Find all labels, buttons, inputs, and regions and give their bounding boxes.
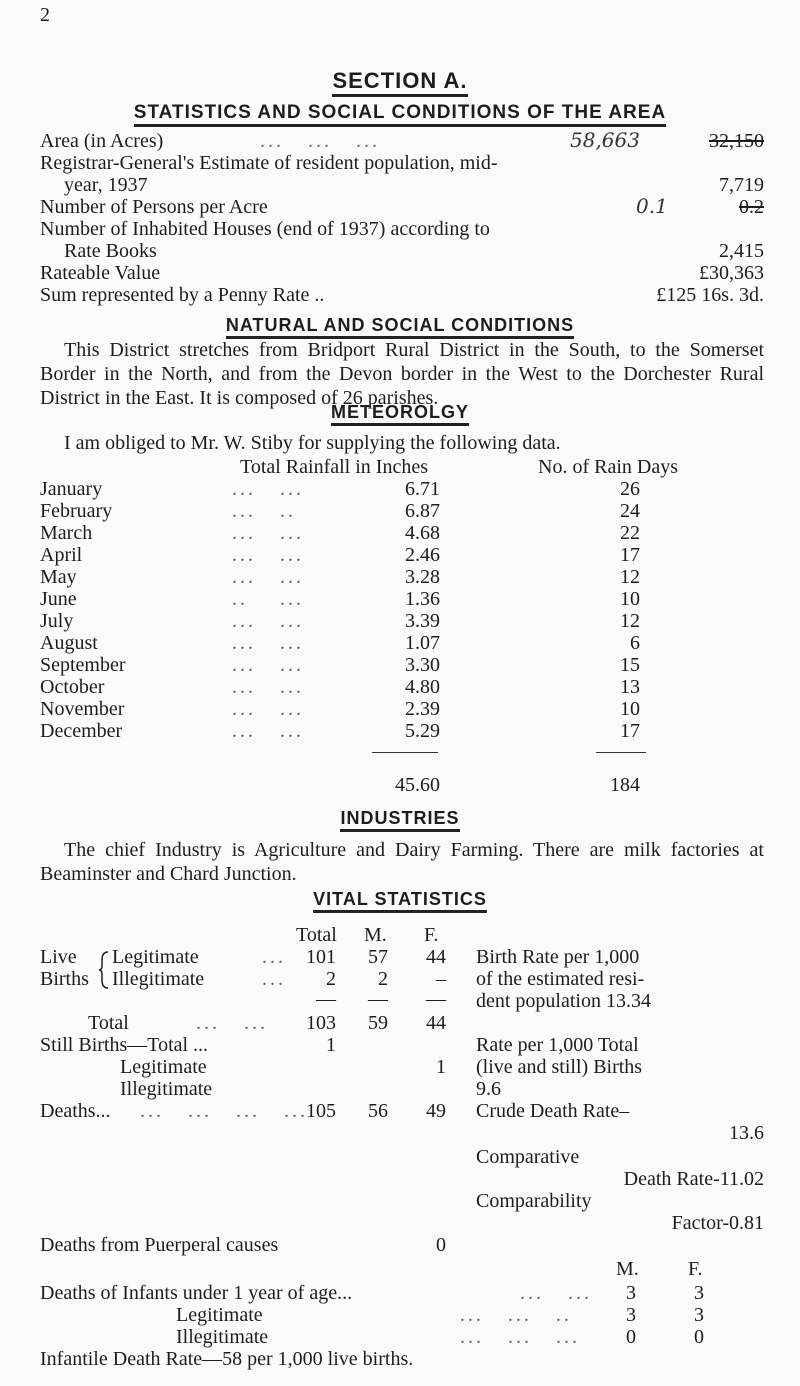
rain-days-total: 184 [610, 774, 640, 796]
rain-days-value: 10 [620, 588, 640, 610]
rain-days-value: 10 [620, 698, 640, 720]
col-m-header: M. [364, 924, 387, 946]
rainfall-value: 6.71 [405, 478, 440, 500]
col-f-header: F. [424, 924, 439, 946]
illegitimate-m: 2 [378, 968, 388, 990]
births-label: Births [40, 968, 89, 990]
persons-handwritten-value: 0.1 [636, 194, 668, 218]
rateable-label: Rateable Value [40, 262, 161, 284]
rainfall-value: 5.29 [405, 720, 440, 742]
deaths-m: 56 [368, 1100, 388, 1122]
rain-days-value: 22 [620, 522, 640, 544]
rainfall-value: 6.87 [405, 500, 440, 522]
meteorology-title: METEOROLGY [0, 402, 800, 423]
month-label: November [40, 698, 125, 720]
month-label: March [40, 522, 93, 544]
penny-rate-value: £125 16s. 3d. [656, 284, 764, 306]
table-row [0, 588, 800, 610]
table-row [0, 676, 800, 698]
infants-legitimate-f: 3 [694, 1304, 704, 1326]
deaths-total: 105 [306, 1100, 336, 1122]
still-illegitimate-label: Illegitimate [120, 1078, 213, 1100]
month-label: February [40, 500, 113, 522]
total-rule [596, 752, 646, 753]
leader-dots: ... ... ... ... [140, 1100, 308, 1122]
puerperal-label: Deaths from Puerperal causes [40, 1234, 279, 1256]
leader-dots: ... ... [520, 1282, 592, 1304]
leader-dots: ... ... ... [260, 130, 380, 152]
rain-days-value: 26 [620, 478, 640, 500]
table-row [0, 632, 800, 654]
meteorology-intro: I am obliged to Mr. W. Stiby for supplying the following data. [64, 432, 561, 454]
infants-illegitimate-label: Illegitimate [176, 1326, 269, 1348]
population-label: Registrar-General's Estimate of resident population, mid- [40, 152, 498, 174]
legitimate-total: 101 [306, 946, 336, 968]
still-legitimate-label: Legitimate [120, 1056, 207, 1078]
total-m: 59 [368, 1012, 388, 1034]
leader-dots: ... ... [196, 1012, 268, 1034]
month-label: December [40, 720, 123, 742]
rain-days-value: 17 [620, 720, 640, 742]
rainfall-value: 2.39 [405, 698, 440, 720]
rain-days-value: 6 [630, 632, 640, 654]
houses-label-cont: Rate Books [64, 240, 157, 262]
rate-total-line-3: 9.6 [476, 1078, 501, 1100]
leader-dots: ... ... [232, 478, 304, 500]
vital-statistics-title: VITAL STATISTICS [0, 889, 800, 910]
month-label: September [40, 654, 126, 676]
illegitimate-total: 2 [326, 968, 336, 990]
crude-death-rate-value: 13.6 [729, 1122, 764, 1144]
leader-dots: ... ... ... [460, 1326, 580, 1348]
dash: — [368, 988, 388, 1010]
deaths-label: Deaths... [40, 1100, 111, 1122]
month-label: January [40, 478, 103, 500]
infants-illegitimate-f: 0 [694, 1326, 704, 1348]
leader-dots: ... .. [232, 500, 296, 522]
legitimate-label: Legitimate [112, 946, 199, 968]
rainfall-value: 1.36 [405, 588, 440, 610]
leader-dots: ... ... [232, 522, 304, 544]
rainfall-value: 1.07 [405, 632, 440, 654]
rain-days-value: 13 [620, 676, 640, 698]
rain-days-value: 15 [620, 654, 640, 676]
infants-illegitimate-m: 0 [626, 1326, 636, 1348]
rainfall-value: 3.30 [405, 654, 440, 676]
houses-label: Number of Inhabited Houses (end of 1937) according to [40, 218, 490, 240]
rainfall-value: 3.28 [405, 566, 440, 588]
persons-per-acre-label: Number of Persons per Acre [40, 196, 268, 218]
live-label: Live [40, 946, 77, 968]
persons-struck-value: 0.2 [739, 196, 764, 218]
industries-paragraph: The chief Industry is Agriculture and Dairy Farming. There are milk factories at Beaminster and Chard Junction. [40, 839, 764, 885]
rate-total-line-2: (live and still) Births [476, 1056, 643, 1078]
table-row [0, 500, 800, 522]
penny-rate-label: Sum represented by a Penny Rate .. [40, 284, 325, 306]
still-legitimate-f: 1 [436, 1056, 446, 1078]
crude-death-rate-label: Crude Death Rate– [476, 1100, 630, 1122]
houses-value: 2,415 [719, 240, 764, 262]
area-label: Area (in Acres) [40, 130, 164, 152]
rainfall-value: 4.68 [405, 522, 440, 544]
area-handwritten-value: 58,663 [570, 128, 640, 152]
month-label: May [40, 566, 77, 588]
month-label: July [40, 610, 74, 632]
comparative-label: Comparative [476, 1146, 580, 1168]
population-value: 7,719 [719, 174, 764, 196]
rain-days-value: 12 [620, 610, 640, 632]
leader-dots: ... ... [232, 698, 304, 720]
rain-days-header: No. of Rain Days [538, 456, 678, 478]
col-total-header: Total [296, 924, 337, 946]
dash: — [316, 988, 336, 1010]
infants-m: 3 [626, 1282, 636, 1304]
rain-days-value: 12 [620, 566, 640, 588]
natural-paragraph: This District stretches from Bridport Rural District in the South, to the Somerset Border in the North, and from the Devon border in the West to the Dorchester Rural District in the East. It is composed of 26 parishes. [40, 339, 764, 409]
rainfall-header: Total Rainfall in Inches [240, 456, 428, 478]
total-total: 103 [306, 1012, 336, 1034]
infants-m-header: M. [616, 1258, 639, 1280]
page-number: 2 [40, 4, 50, 26]
month-label: April [40, 544, 83, 566]
month-label: August [40, 632, 98, 654]
total-label: Total [88, 1012, 129, 1034]
legitimate-f: 44 [426, 946, 446, 968]
rate-total-line-1: Rate per 1,000 Total [476, 1034, 639, 1056]
table-row [0, 698, 800, 720]
industries-title: INDUSTRIES [0, 808, 800, 829]
infants-legitimate-label: Legitimate [176, 1304, 263, 1326]
table-row [0, 566, 800, 588]
dash: — [426, 988, 446, 1010]
leader-dots: ... [262, 968, 286, 990]
legitimate-m: 57 [368, 946, 388, 968]
leader-dots: ... ... [232, 610, 304, 632]
table-row [0, 610, 800, 632]
comparability-factor: Factor-0.81 [671, 1212, 764, 1234]
still-births-label: Still Births—Total ... [40, 1034, 209, 1056]
table-row [0, 720, 800, 742]
leader-dots: ... ... [232, 544, 304, 566]
natural-title: NATURAL AND SOCIAL CONDITIONS [0, 315, 800, 336]
birth-rate-line-1: Birth Rate per 1,000 [476, 946, 640, 968]
leader-dots: ... ... [232, 566, 304, 588]
table-row [0, 522, 800, 544]
infants-f-header: F. [688, 1258, 703, 1280]
infants-f: 3 [694, 1282, 704, 1304]
illegitimate-label: Illegitimate [112, 968, 205, 990]
total-f: 44 [426, 1012, 446, 1034]
infantile-death-rate: Infantile Death Rate—58 per 1,000 live births. [40, 1348, 414, 1370]
rain-days-value: 24 [620, 500, 640, 522]
table-row [0, 544, 800, 566]
population-label-cont: year, 1937 [64, 174, 148, 196]
leader-dots: .. ... [232, 588, 304, 610]
leader-dots: ... ... .. [460, 1304, 572, 1326]
month-label: June [40, 588, 77, 610]
rainfall-value: 3.39 [405, 610, 440, 632]
rainfall-value: 2.46 [405, 544, 440, 566]
leader-dots: ... [262, 946, 286, 968]
rateable-value: £30,363 [699, 262, 764, 284]
comparative-death-rate: Death Rate-11.02 [623, 1168, 764, 1190]
birth-rate-line-2: of the estimated resi- [476, 968, 645, 990]
infants-label: Deaths of Infants under 1 year of age... [40, 1282, 353, 1304]
brace [98, 950, 110, 990]
deaths-f: 49 [426, 1100, 446, 1122]
leader-dots: ... ... [232, 654, 304, 676]
leader-dots: ... ... [232, 676, 304, 698]
rain-days-value: 17 [620, 544, 640, 566]
month-label: October [40, 676, 105, 698]
rainfall-value: 4.80 [405, 676, 440, 698]
total-rule [372, 752, 438, 753]
section-title: SECTION A. [0, 68, 800, 94]
area-struck-value: 32,150 [709, 130, 764, 152]
leader-dots: ... ... [232, 632, 304, 654]
puerperal-value: 0 [436, 1234, 446, 1256]
table-row [0, 654, 800, 676]
comparability-label: Comparability [476, 1190, 592, 1212]
birth-rate-line-3: dent population 13.34 [476, 990, 651, 1012]
rainfall-total: 45.60 [395, 774, 440, 796]
still-births-total: 1 [326, 1034, 336, 1056]
leader-dots: ... ... [232, 720, 304, 742]
table-row [0, 478, 800, 500]
stats-title: STATISTICS AND SOCIAL CONDITIONS OF THE AREA [0, 102, 800, 124]
infants-legitimate-m: 3 [626, 1304, 636, 1326]
illegitimate-f: – [436, 968, 446, 990]
